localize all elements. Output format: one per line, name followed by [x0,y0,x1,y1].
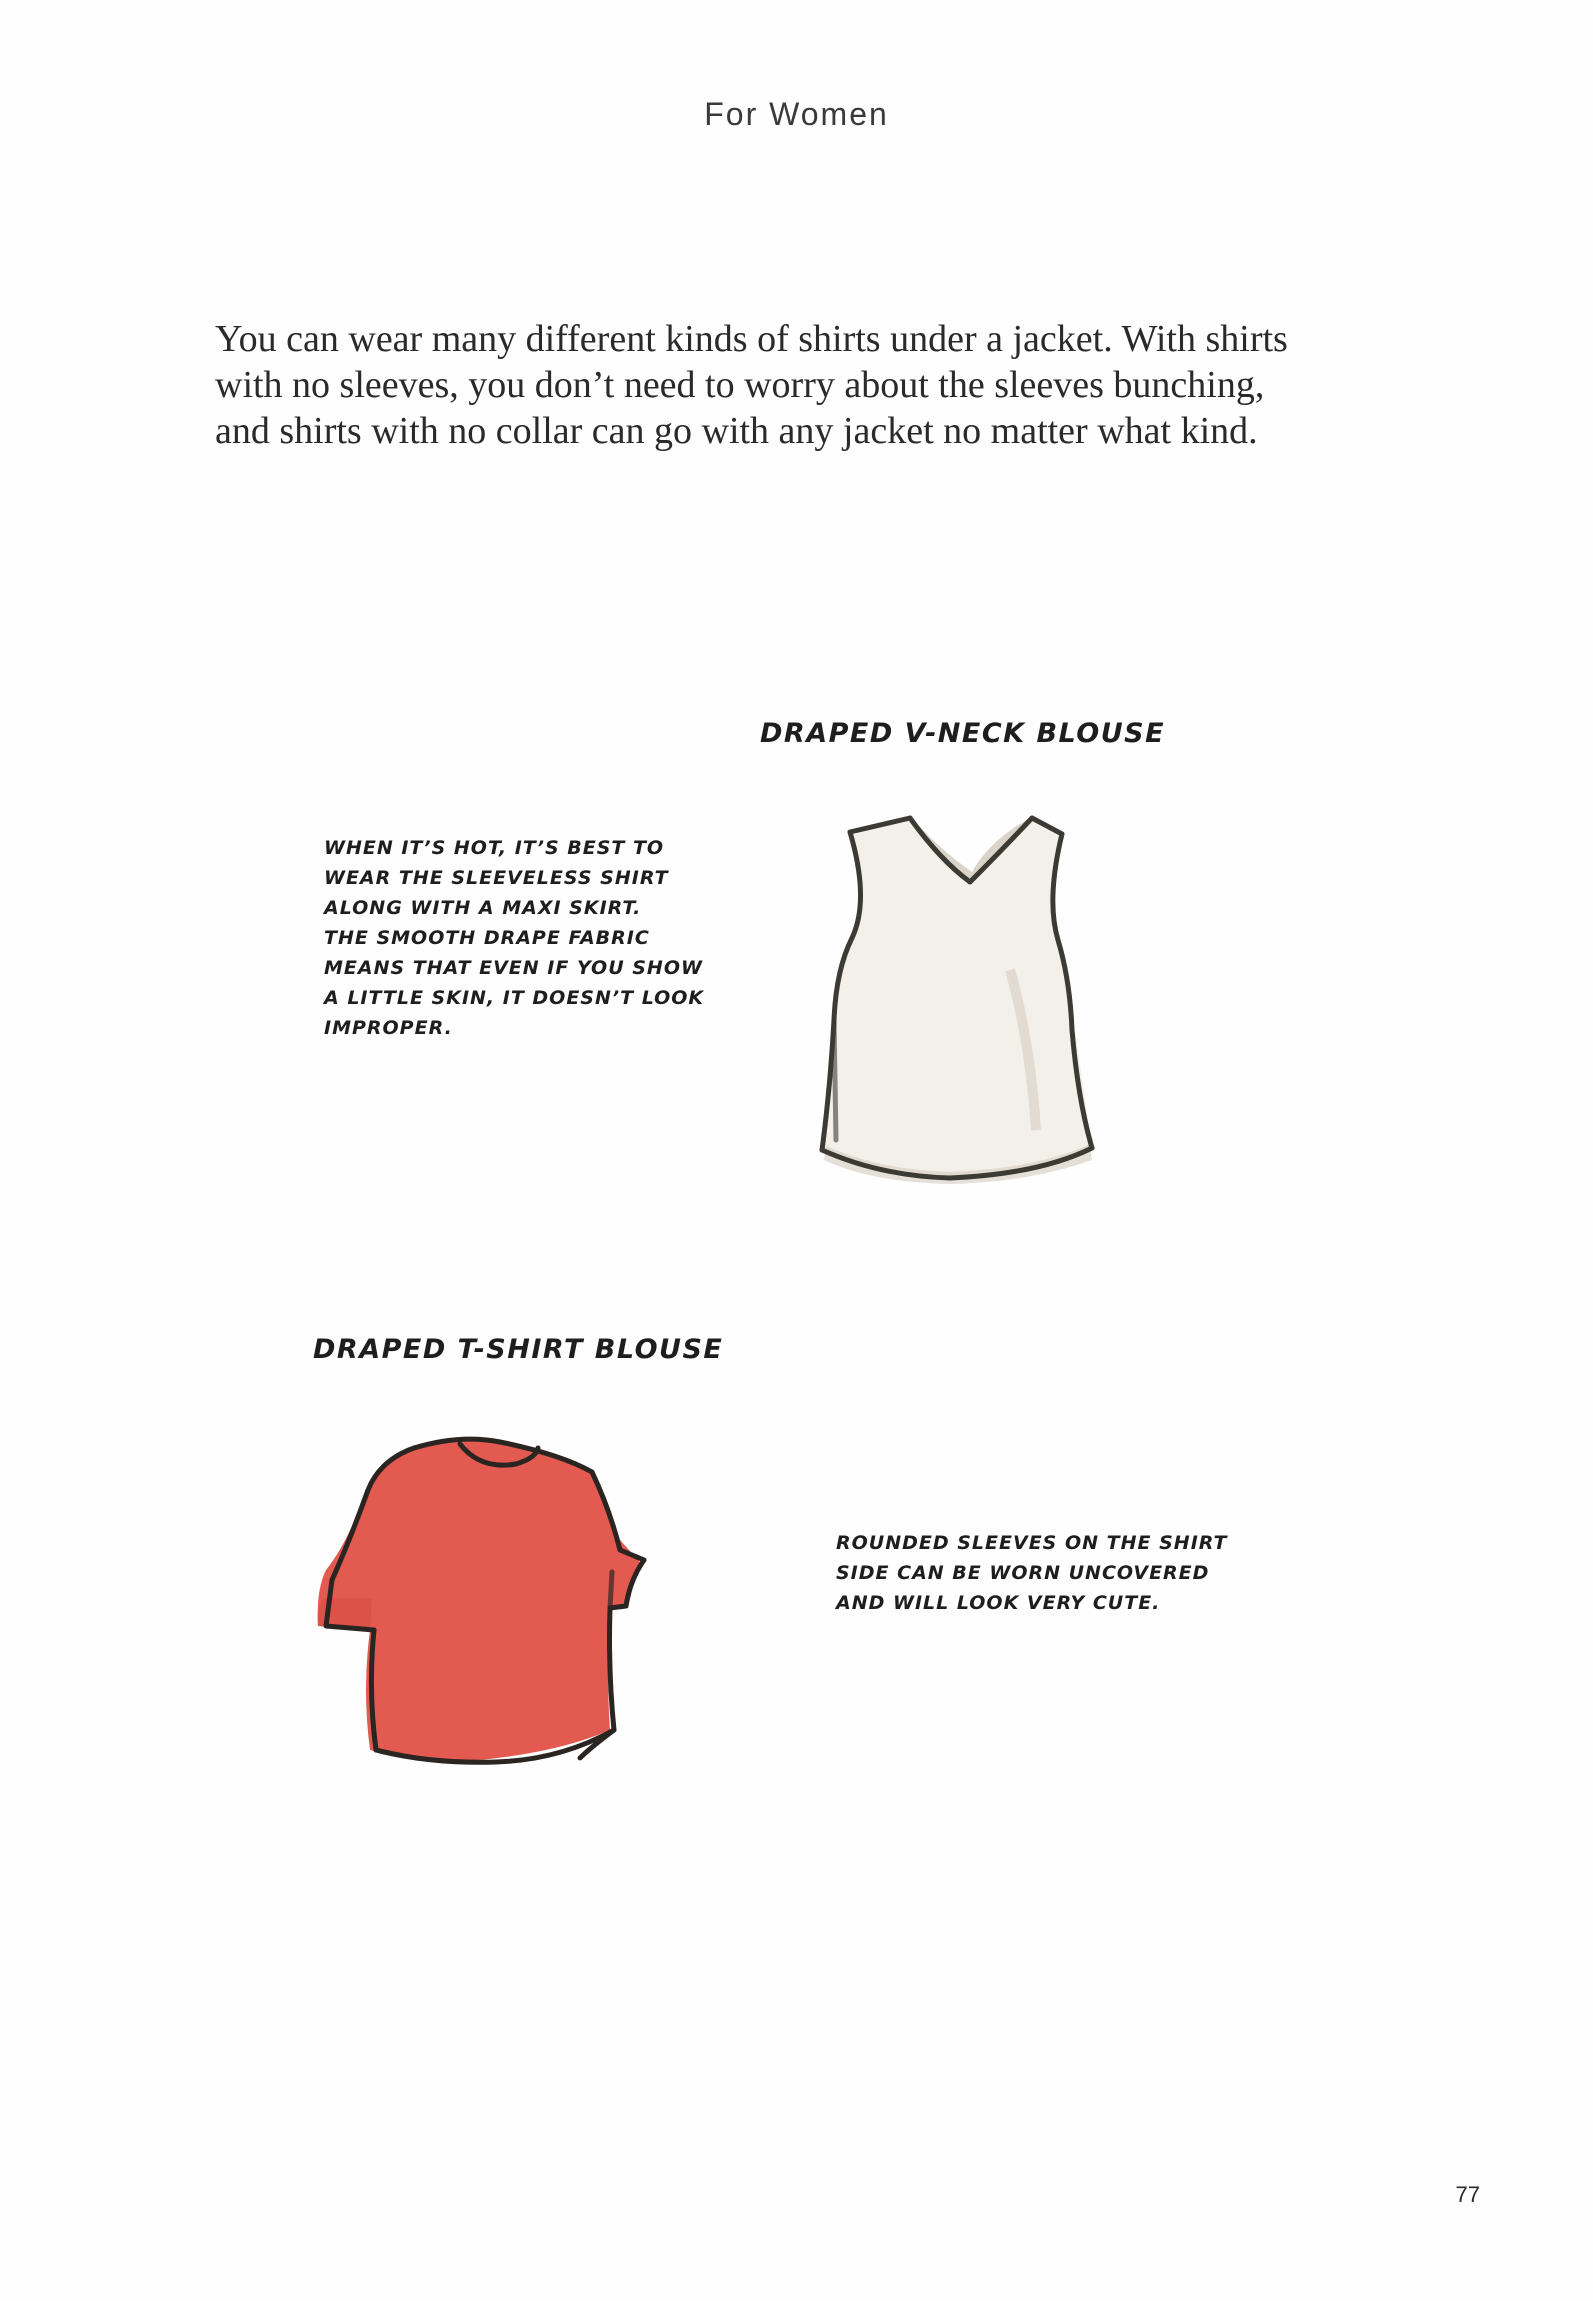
note-line: ALONG WITH A MAXI SKIRT. [324,897,642,919]
note-line: THE SMOOTH DRAPE FABRIC [324,927,650,949]
note-line: ROUNDED SLEEVES ON THE SHIRT [836,1532,1228,1554]
sleeveless-vneck-blouse-drawing [800,810,1120,1210]
intro-line: and shirts with no collar can go with any jacket no matter what kind. [215,410,1258,452]
intro-line: You can wear many different kinds of shirts under a jacket. With shirts [215,318,1288,360]
tshirt-blouse-note [836,1528,1228,1618]
running-header: For Women [704,96,889,132]
page-number: 77 [1455,2182,1480,2207]
note-line: A LITTLE SKIN, IT DOESN’T LOOK [324,987,705,1009]
intro-paragraph [215,316,1415,454]
intro-line: with no sleeves, you don’t need to worry about the sleeves bunching, [215,364,1265,406]
note-line: WHEN IT’S HOT, IT’S BEST TO [324,837,665,859]
vneck-blouse-title: DRAPED V-NECK BLOUSE [760,718,1166,749]
tshirt-blouse-title: DRAPED T-SHIRT BLOUSE [313,1334,724,1365]
note-line: WEAR THE SLEEVELESS SHIRT [324,867,669,889]
note-line: MEANS THAT EVEN IF YOU SHOW [324,957,703,979]
note-line: AND WILL LOOK VERY CUTE. [836,1592,1161,1614]
note-line: IMPROPER. [324,1017,453,1039]
vneck-blouse-note [324,833,704,1043]
red-tshirt-blouse-drawing [310,1430,730,1800]
note-line: SIDE CAN BE WORN UNCOVERED [836,1562,1210,1584]
